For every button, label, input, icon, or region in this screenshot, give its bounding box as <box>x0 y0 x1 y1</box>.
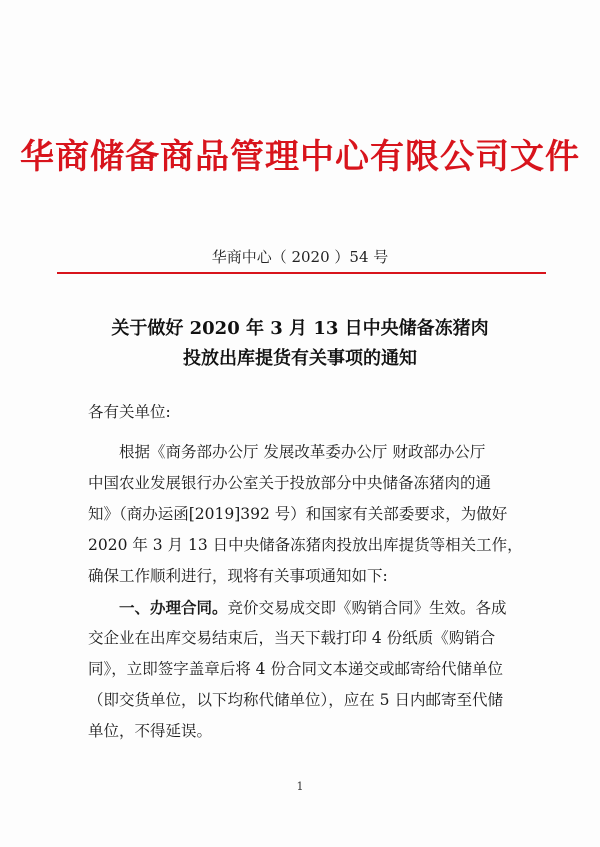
paragraph-line: 中国农业发展银行办公室关于投放部分中央储备冻猪肉的通 <box>88 474 492 492</box>
paragraph-line: 交企业在出库交易结束后，当天下载打印 4 份纸质《购销合 <box>88 629 496 647</box>
paragraph-line: 知》（商办运函[2019]392 号）和国家有关部委要求，为做好 <box>88 505 508 523</box>
paragraph-line: 同》，立即签字盖章后将 4 份合同文本递交或邮寄给代储单位 <box>88 660 503 678</box>
issuer-title: 华商储备商品管理中心有限公司文件 <box>20 137 580 177</box>
notice-title <box>0 314 600 374</box>
paragraph-line: 根据《商务部办公厅 发展改革委办公厅 财政部办公厅 <box>119 443 486 461</box>
section-1-first-line <box>88 592 548 623</box>
paragraph-line: （即交货单位，以下均称代储单位），应在 5 日内邮寄至代储 <box>88 691 503 709</box>
paragraph-line: 单位，不得延误。 <box>88 722 213 740</box>
section-1-text: 竞价交易成交即《购销合同》生效。各成 <box>227 599 507 617</box>
paragraph-line: 2020 年 3 月 13 日中央储备冻猪肉投放出库提货等相关工作， <box>88 536 523 554</box>
addressee: 各有关单位: <box>88 403 171 421</box>
red-divider-line <box>57 272 546 274</box>
paragraph-line: 确保工作顺利进行，现将有关事项通知如下: <box>88 567 388 585</box>
section-1-heading: 一、办理合同。 <box>119 598 228 617</box>
notice-title-line-1: 关于做好 2020 年 3 月 13 日中央储备冻猪肉 <box>111 318 489 339</box>
page-number: 1 <box>296 780 304 793</box>
body-text <box>88 437 548 747</box>
notice-title-line-2: 投放出库提货有关事项的通知 <box>183 348 417 369</box>
document-number: 华商中心（ 2020 ）54 号 <box>211 248 389 266</box>
